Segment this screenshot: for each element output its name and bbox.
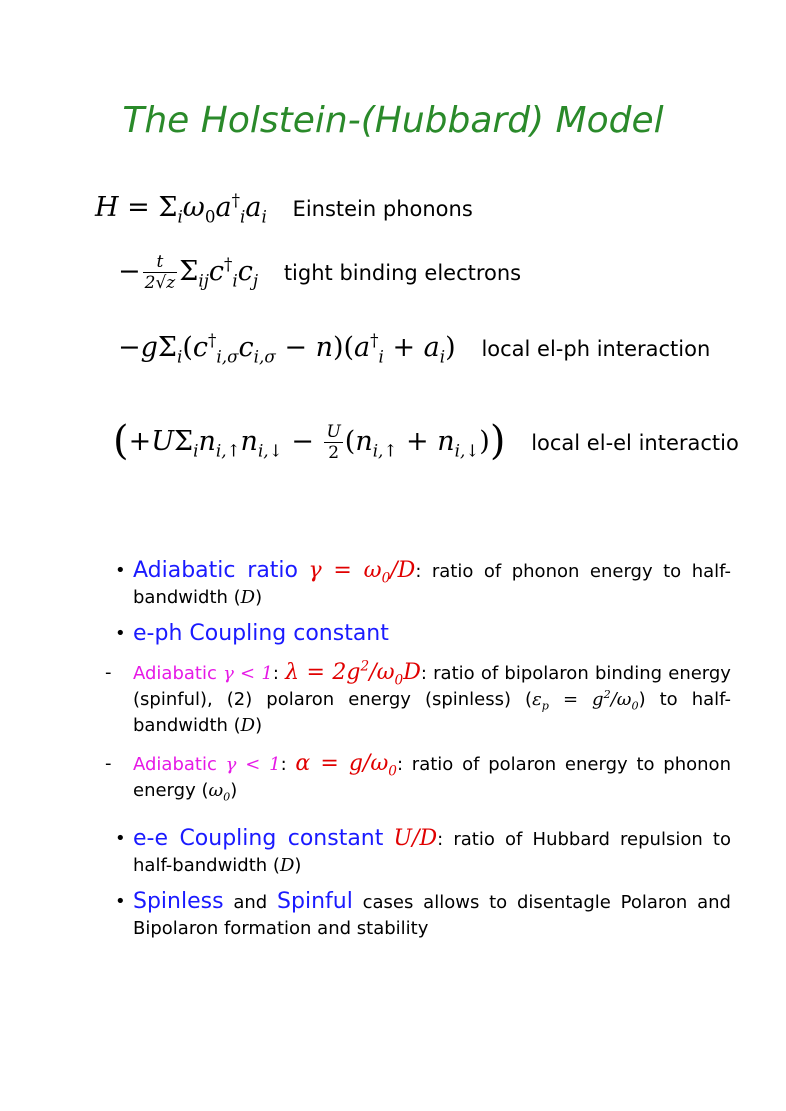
dash-icon: - xyxy=(105,662,112,683)
hamiltonian-hopping-term: − $\frac{t}{2√z}$ $\Sigma_{ij}c^\dagger_ic_j$ tight binding electrons xyxy=(118,252,522,293)
bullet-spin-cases xyxy=(113,889,731,942)
bullet-list xyxy=(105,558,731,942)
spinful-heading: Spinful xyxy=(277,889,353,914)
elph-interaction-label: local el-ph interaction xyxy=(481,337,711,361)
bullet-ee-coupling: • e-e Coupling constant U/D: ratio of Hubbard repulsion to half-bandwidth (D) xyxy=(115,826,731,876)
hamiltonian-phonon-term: $H = \Sigma_i\omega_0a^\dagger_ia_i$ Einstein phonons xyxy=(95,190,473,227)
lambda-formula: $\lambda = 2g^2/\omega_0D$ xyxy=(285,658,421,689)
lambda-text: : ratio of bipolaron binding energy (spinful), (2) polaron energy (spinless) ( xyxy=(133,663,731,710)
sub-bullet-alpha: - Adiabatic γ < 1: $\alpha = g/\omega_0$: ratio of polaron energy to phonon energy $(\omega_0)$ xyxy=(105,751,731,804)
bullet-icon: • xyxy=(115,828,126,849)
sub-bullet-lambda: - Adiabatic γ < 1: $\lambda = 2g^2/\omega_0D$: ratio of bipolaron binding energy (spinful), (2) polaron energy (spinless) $(\varepsilon_p = g^2/\omega_0)$ to half-bandwidth (D) xyxy=(105,658,731,736)
elel-interaction-label: local el-el interactio xyxy=(531,431,739,455)
bullet-adiabatic-ratio: • Adiabatic ratio $\gamma = \omega_0/D$: ratio of phonon energy to half-bandwidth (D) xyxy=(115,558,731,608)
bullet-icon: • xyxy=(115,891,126,912)
einstein-phonons-label: Einstein phonons xyxy=(292,197,473,221)
ee-coupling-text: : ratio of Hubbard repulsion to half-bandwidth ( xyxy=(133,829,731,876)
gamma-formula: $\gamma = \omega_0/D$ xyxy=(308,558,416,587)
eph-coupling-heading: e-ph Coupling constant xyxy=(133,621,389,646)
and-text: and xyxy=(233,892,268,913)
adiabatic-ratio-heading: Adiabatic ratio xyxy=(133,558,298,583)
tight-binding-label: tight binding electrons xyxy=(283,261,522,285)
adiabatic-prefix: Adiabatic xyxy=(133,663,217,684)
adiabatic-prefix: Adiabatic xyxy=(133,754,217,775)
bullet-icon: • xyxy=(115,560,126,581)
dash-icon: - xyxy=(105,753,112,774)
alpha-formula: $\alpha = g/\omega_0$ xyxy=(295,751,397,780)
hamiltonian-elph-term: $-g\Sigma_i(c^\dagger_{i,\sigma}c_{i,\sigma} - n)(a^\dagger_i + a_i)$ local el-ph interaction xyxy=(118,330,711,367)
spinless-heading: Spinless xyxy=(133,889,224,914)
adiabatic-ratio-text: : ratio of phonon energy to half-bandwidth ( xyxy=(133,561,731,608)
spin-text: cases allows to disentagle Polaron and Bipolaron formation and stability xyxy=(133,892,731,939)
bullet-icon: • xyxy=(115,623,126,644)
bullet-eph-coupling xyxy=(113,621,731,648)
alpha-text: : ratio of polaron energy to phonon energy ( xyxy=(133,754,731,801)
ee-coupling-heading: e-e Coupling constant xyxy=(133,826,384,851)
page-title: The Holstein-(Hubbard) Model xyxy=(122,100,664,141)
hamiltonian-elel-term: ($+U\Sigma_in_{i,↑}n_{i,↓}$ − $\frac{U}{2}$ $(n_{i,↑} + n_{i,↓})$) local el-el interactio xyxy=(113,418,739,464)
ud-formula: U/D xyxy=(393,826,438,851)
